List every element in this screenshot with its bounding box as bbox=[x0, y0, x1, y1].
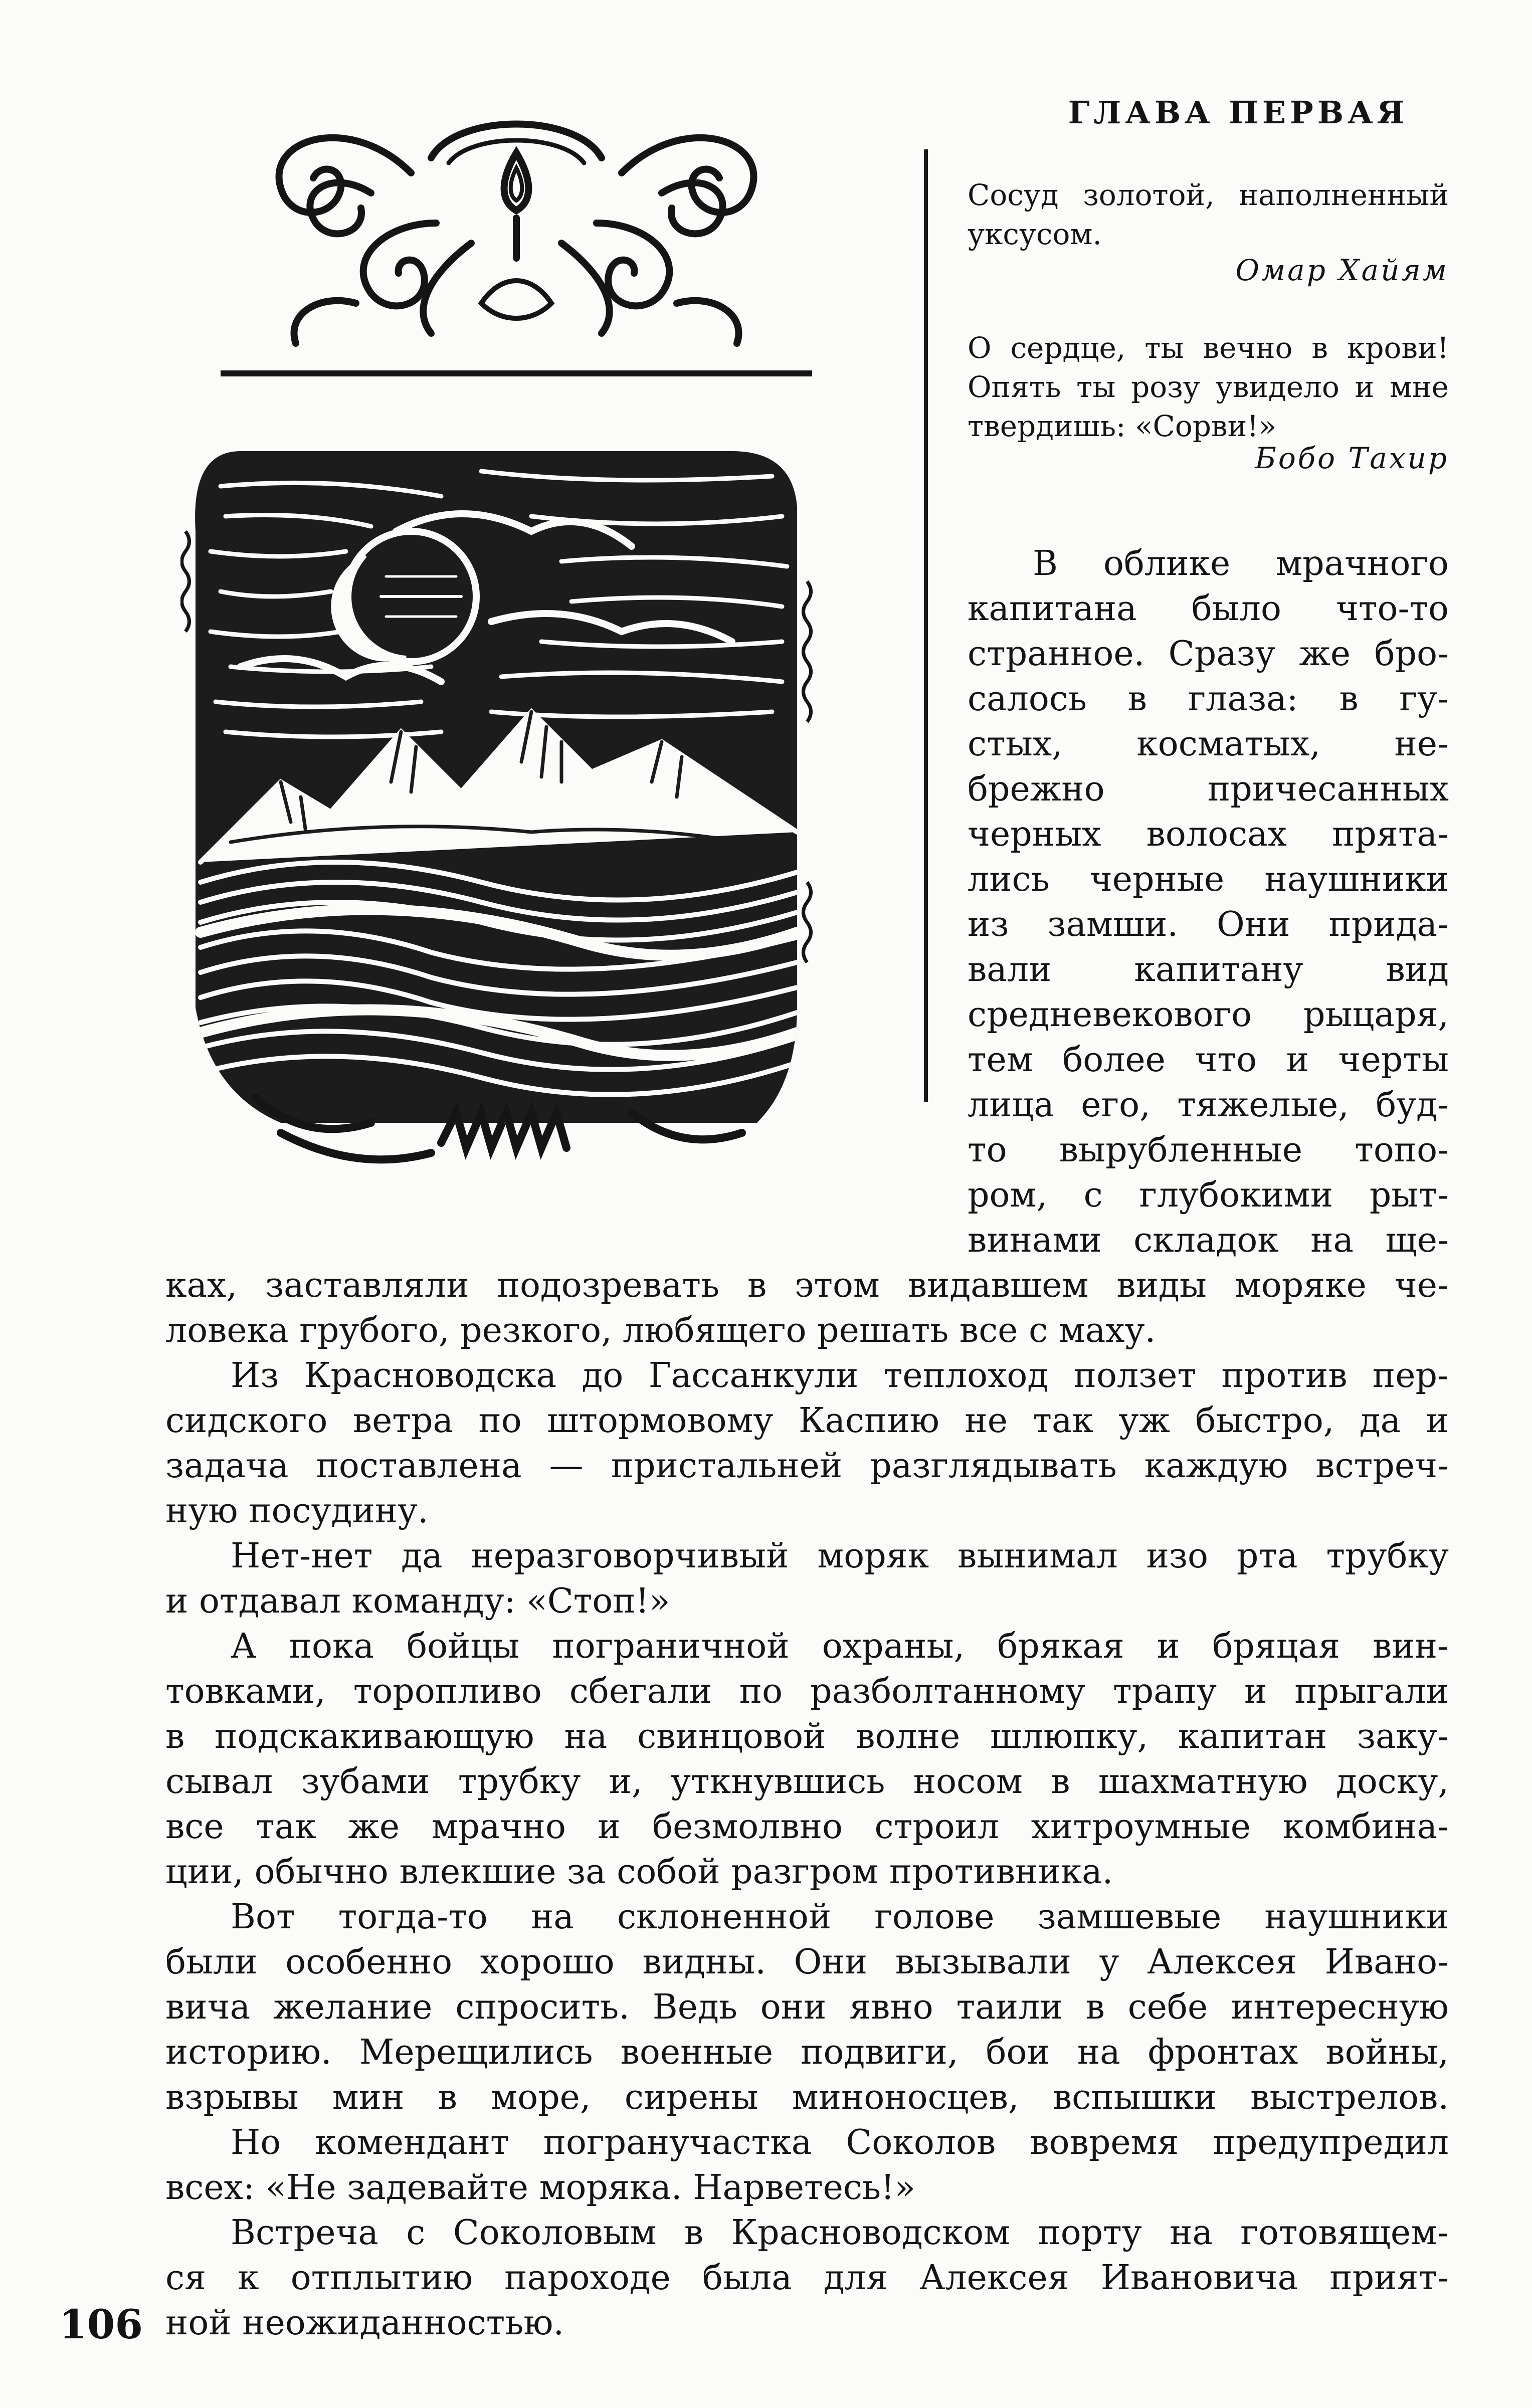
decorative-ornament bbox=[221, 93, 812, 388]
body-line: ную посудину. bbox=[165, 1491, 429, 1531]
body-line: были особенно хорошо видны. Они вызывали у Алексея Ивано- bbox=[165, 1942, 1449, 1982]
body-line: Вот тогда-то на склоненной голове замшевые наушники bbox=[231, 1897, 1449, 1937]
body-line: Из Красноводска до Гассанкули теплоход ползет против пер- bbox=[231, 1356, 1449, 1395]
body-line: ции, обычно влекшие за собой разгром противника. bbox=[165, 1852, 1113, 1892]
body-line: задача поставлена — пристальней разглядывать каждую встреч- bbox=[165, 1446, 1449, 1486]
epigraph-text: Сосуд золотой, наполненный уксусом. bbox=[968, 178, 1449, 251]
body-line: А пока бойцы пограничной охраны, брякая и бряцая вин- bbox=[231, 1627, 1449, 1666]
page-number: 106 bbox=[59, 2301, 143, 2348]
body-line: все так же мрачно и безмолвно строил хитроумные комбина- bbox=[165, 1807, 1449, 1847]
moon-mountains-engraving bbox=[180, 431, 817, 1208]
body-line: историю. Мерещились военные подвиги, бои на фронтах войны, bbox=[165, 2033, 1449, 2072]
body-line: вича желание спросить. Ведь они явно таили в себе интересную bbox=[165, 1987, 1449, 2027]
epigraph-author: Омар Хайям bbox=[1235, 253, 1449, 287]
body-line: В облике мрачного bbox=[1033, 544, 1449, 583]
chapter-title: ГЛАВА ПЕРВАЯ bbox=[1068, 94, 1409, 131]
body-line: всех: «Не задевайте моряка. Нарветесь!» bbox=[165, 2168, 915, 2208]
body-line: то вырубленные топо- bbox=[968, 1130, 1449, 1170]
epigraph-text: О сердце, ты вечно в крови! Опять ты розу увидело и мне твердишь: «Сорви!» bbox=[968, 331, 1449, 443]
body-line: лица его, тяжелые, буд- bbox=[968, 1085, 1449, 1125]
body-line: средневекового рыцаря, bbox=[968, 995, 1449, 1035]
body-line: лись черные наушники bbox=[968, 860, 1449, 899]
body-line: ся к отплытию пароходе была для Алексея Ивановича прият- bbox=[165, 2258, 1449, 2298]
body-line: брежно причесанных bbox=[968, 769, 1449, 809]
body-line: взрывы мин в море, сирены миноносцев, вспышки выстрелов. bbox=[165, 2078, 1449, 2117]
body-line: и отдавал команду: «Стоп!» bbox=[165, 1581, 670, 1621]
body-line: сывал зубами трубку и, уткнувшись носом в шахматную доску, bbox=[165, 1762, 1449, 1801]
body-line: ром, с глубокими рыт- bbox=[968, 1175, 1449, 1215]
body-line: товками, торопливо сбегали по разболтанному трапу и прыгали bbox=[165, 1672, 1449, 1711]
body-line: черных волосах прята- bbox=[968, 815, 1449, 854]
body-line: ках, заставляли подозревать в этом видавшем виды моряке че- bbox=[165, 1266, 1449, 1305]
body-line: Нет-нет да неразговорчивый моряк вынимал изо рта трубку bbox=[231, 1536, 1449, 1576]
body-line: странное. Сразу же бро- bbox=[968, 634, 1449, 674]
body-line: тем более что и черты bbox=[968, 1040, 1449, 1080]
body-line: винами складок на ще- bbox=[968, 1221, 1449, 1260]
body-line: Встреча с Соколовым в Красноводском порту на готовящем- bbox=[231, 2213, 1449, 2253]
body-line: сидского ветра по штормовому Каспию не так уж быстро, да и bbox=[165, 1401, 1449, 1441]
body-line: из замши. Они прида- bbox=[968, 905, 1449, 944]
body-line: вали капитану вид bbox=[968, 950, 1449, 989]
epigraph-author: Бобо Тахир bbox=[1255, 441, 1449, 475]
body-line: капитана было что-то bbox=[968, 589, 1449, 629]
body-line: Но комендант погранучастка Соколов вовремя предупредил bbox=[231, 2123, 1449, 2162]
column-divider bbox=[924, 149, 928, 1102]
body-line: ной неожиданностью. bbox=[165, 2303, 564, 2343]
body-line: стых, косматых, не- bbox=[968, 724, 1449, 764]
body-line: салось в глаза: в гу- bbox=[968, 679, 1449, 719]
body-line: ловека грубого, резкого, любящего решать все с маху. bbox=[165, 1311, 1156, 1350]
body-line: в подскакивающую на свинцовой волне шлюпку, капитан заку- bbox=[165, 1717, 1449, 1756]
